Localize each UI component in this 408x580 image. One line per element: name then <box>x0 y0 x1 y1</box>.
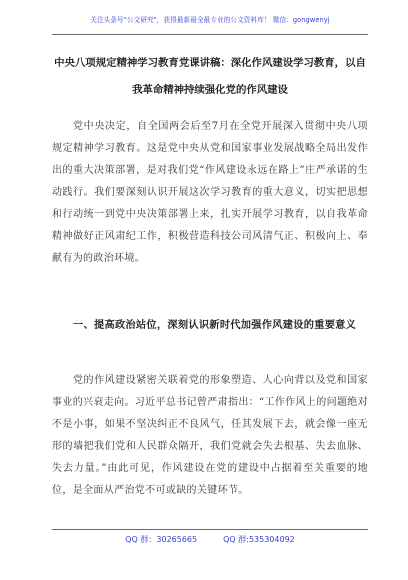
footer <box>52 534 368 545</box>
header-banner: 关注头条号"公文研究"，获得最新最全最专业的公文资料库！ 微信：gongwenyj <box>90 16 330 24</box>
footer-divider <box>52 529 368 530</box>
footer-qq-group-1: QQ 群：30265665 <box>125 535 198 544</box>
body-paragraph-1: 党中央决定，自全国两会后至7月在全党开展深入贯彻中央八项规定精神学习教育。这是党中央从党和国家事业发展战略全局出发作出的重大决策部署，是对我们党“作风建设永远在路上”庄严承诺的生动践行。我们要深刻认识开展这次学习教育的重大意义，切实把思想和行动统一到党中央决策部署上来，扎实开展学习教育，以自我革命精神做好正风肃纪工作，积极营造科技公司风清气正、积极向上、奉献有为的政治环境。 <box>52 121 368 264</box>
header-divider <box>52 34 368 35</box>
document-title: 中央八项规定精神学习教育党课讲稿：深化作风建设学习教育，以自我革命精神持续强化党的作风建设 <box>54 57 366 96</box>
section-heading-1: 一、提高政治站位，深刻认识新时代加强作风建设的重要意义 <box>73 319 357 331</box>
footer-qq-group-2: QQ 群:535304092 <box>223 535 295 544</box>
body-paragraph-2: 党的作风建设紧密关联着党的形象塑造、人心向背以及党和国家事业的兴衰走向。习近平总书记曾严肃指出：“工作作风上的问题绝对不是小事，如果不坚决纠正不良风气，任其发展下去，就会像一座无形的墙把我们党和人民群众隔开，我们党就会失去根基、失去血脉、失去力量。”由此可见，作风建设在党的建设中占据着至关重要的地位，是全面从严治党不可或缺的关键环节。 <box>52 375 368 496</box>
